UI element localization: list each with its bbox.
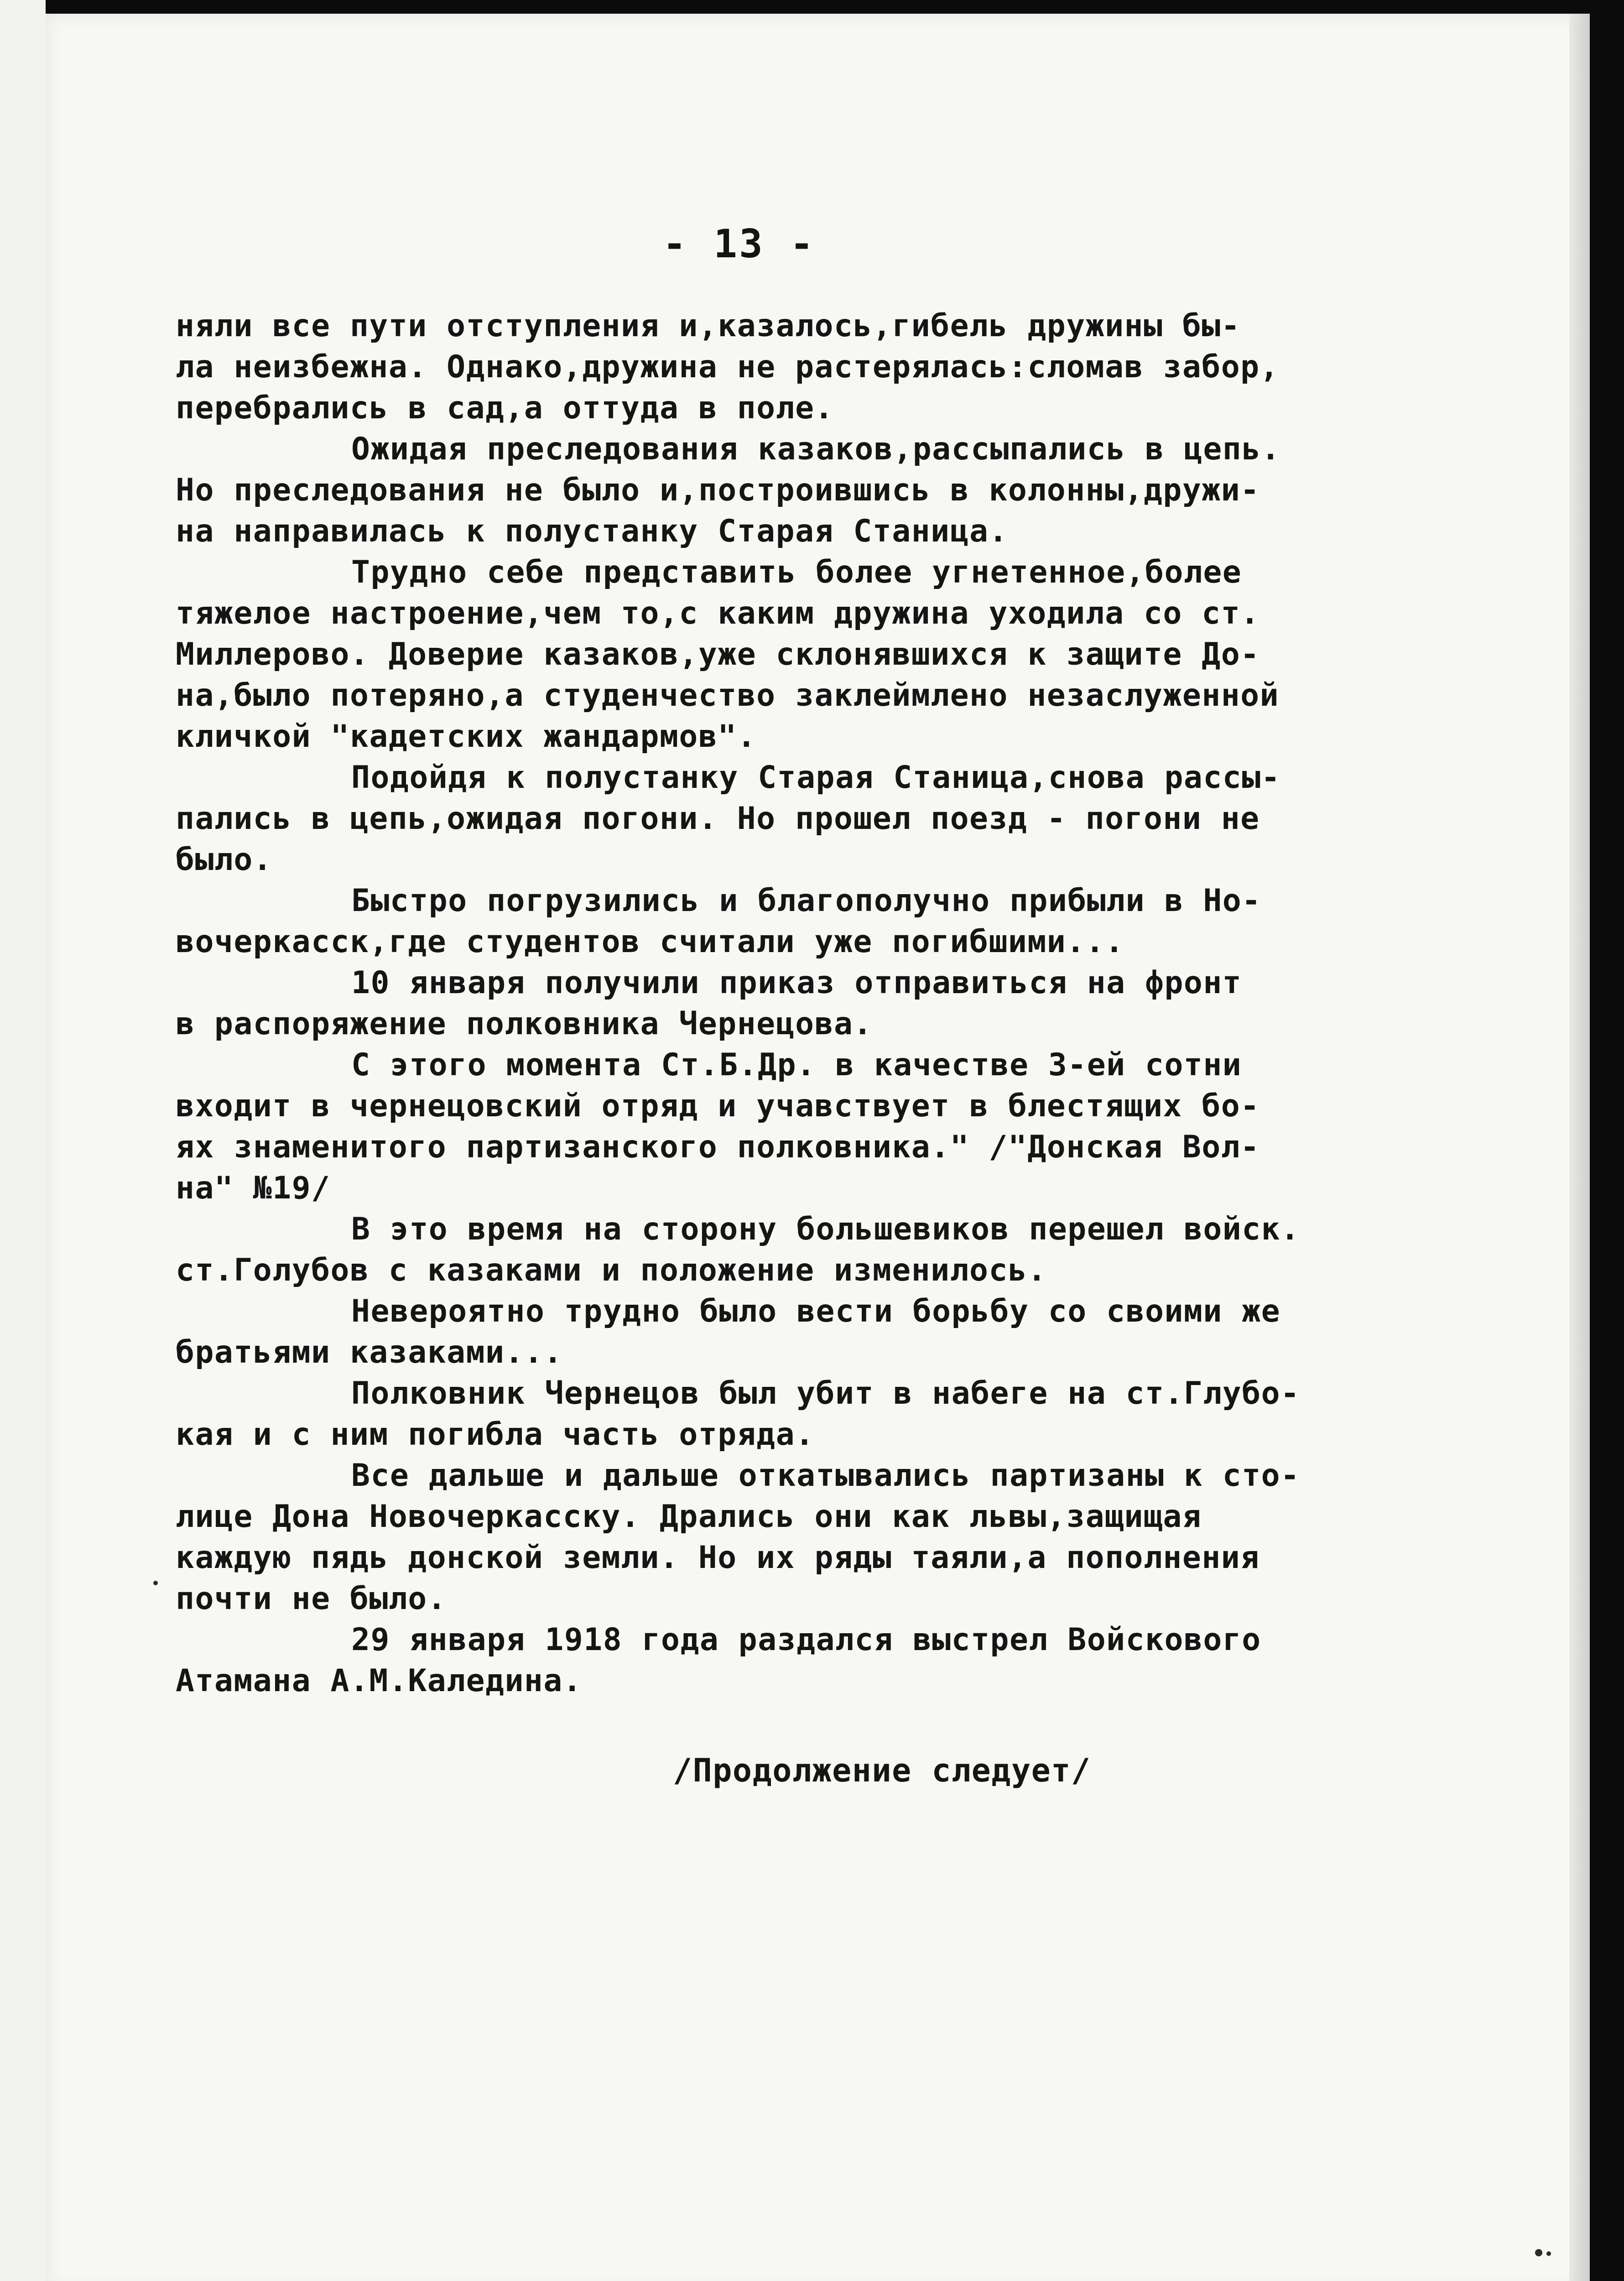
text-line: братьями казаками... [176,1334,563,1370]
text-line: пались в цепь,ожидая погони. Но прошел поезд - погони не [176,801,1260,837]
text-line: Невероятно трудно было вести борьбу со своими же [351,1293,1281,1329]
text-line: Быстро погрузились и благополучно прибыли в Но- [351,883,1261,919]
text-line: С этого момента Ст.Б.Др. в качестве 3-ей сотни [351,1047,1242,1083]
page-edge [1569,14,1590,2281]
text-line: тяжелое настроение,чем то,с каким дружина уходила со ст. [176,595,1260,631]
text-line: 29 января 1918 года раздался выстрел Войскового [351,1622,1261,1658]
scan-speck [153,1581,158,1585]
scan-left-margin [0,0,46,2281]
text-line: лице Дона Новочеркасску. Дрались они как львы,защищая [176,1499,1202,1535]
text-line: на направилась к полустанку Старая Станица. [176,513,1008,549]
text-line: 10 января получили приказ отправиться на фронт [351,965,1242,1001]
text-line: Трудно себе представить более угнетенное,более [351,554,1242,590]
text-line: перебрались в сад,а оттуда в поле. [176,390,834,426]
text-line: В это время на сторону большевиков перешел войск. [351,1211,1300,1247]
text-line: вочеркасск,где студентов считали уже погибшими... [176,924,1124,960]
page-number: - 13 - [662,221,816,267]
text-line: ях знаменитого партизанского полковника." /"Донская Вол- [176,1129,1260,1165]
body-text [176,306,1535,1702]
continued-note: /Продолжение следует/ [673,1752,1091,1789]
document-page [46,14,1590,2281]
text-line: каждую пядь донской земли. Но их ряды таяли,а пополнения [176,1540,1260,1576]
text-line: в распоряжение полковника Чернецова. [176,1006,873,1042]
text-line: Атамана А.М.Каледина. [176,1663,583,1699]
text-line: кличкой "кадетских жандармов". [176,719,757,755]
text-line: ла неизбежна. Однако,дружина не растерялась:сломав забор, [176,349,1280,385]
text-line: почти не было. [176,1581,447,1617]
text-line: Но преследования не было и,построившись в колонны,дружи- [176,472,1260,508]
text-line: Все дальше и дальше откатывались партизаны к сто- [351,1458,1300,1494]
text-line: на,было потеряно,а студенчество заклеймлено незаслуженной [176,677,1280,713]
text-line: Миллерово. Доверие казаков,уже склонявшихся к защите До- [176,636,1260,672]
text-line: ст.Голубов с казаками и положение изменилось. [176,1252,1047,1288]
text-line: было. [176,842,273,878]
text-line: входит в чернецовский отряд и учавствует в блестящих бо- [176,1088,1260,1124]
text-line: на" №19/ [176,1170,331,1206]
scan-speck [1546,2251,1551,2256]
text-line: Полковник Чернецов был убит в набеге на ст.Глубо- [351,1375,1300,1411]
text-line: Подойдя к полустанку Старая Станица,снова рассы- [351,760,1281,796]
scan-speck [1535,2249,1542,2256]
text-line: няли все пути отступления и,казалось,гибель дружины бы- [176,308,1241,344]
text-line: Ожидая преследования казаков,рассыпались в цепь. [351,431,1281,467]
text-line: кая и с ним погибла часть отряда. [176,1417,815,1453]
